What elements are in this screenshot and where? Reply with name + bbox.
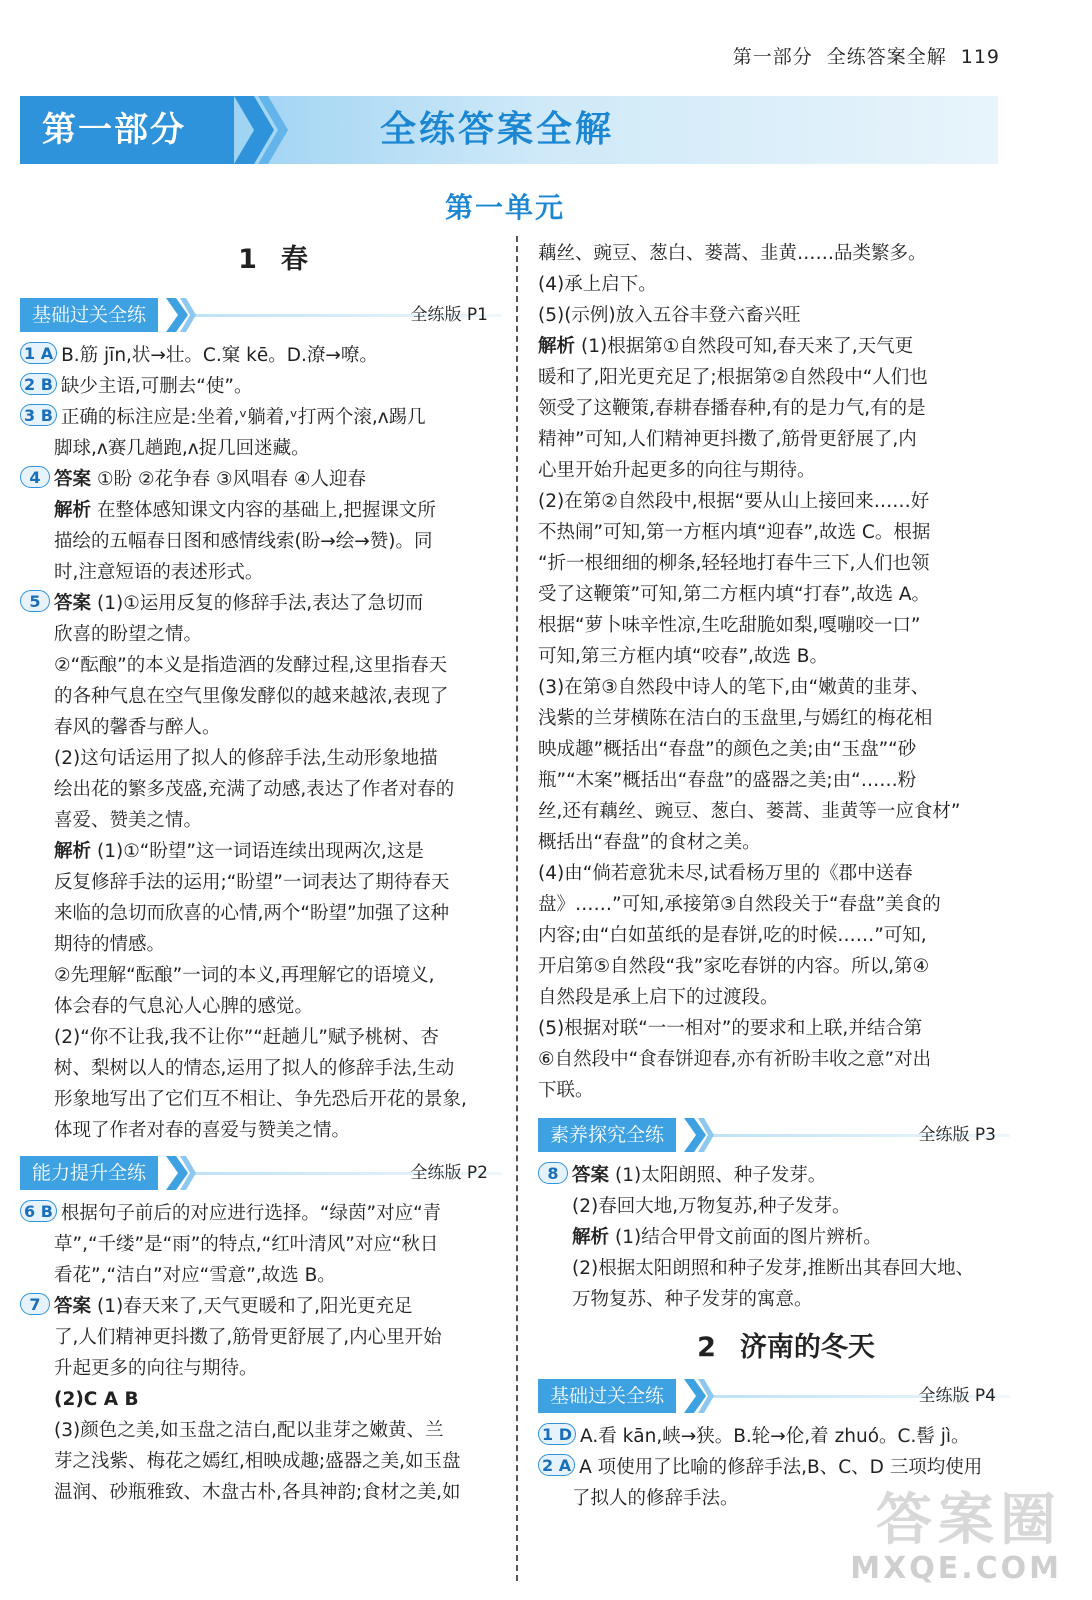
page-number: 119 [960, 46, 1000, 68]
answer-text: (2)C A B [54, 1389, 139, 1410]
running-header [719, 42, 1000, 69]
question-number: 2 A [538, 1454, 575, 1476]
answer-text: ①盼 ②花争春 ③风唱春 ④人迎春 [97, 469, 366, 490]
question-number: 7 [20, 1293, 50, 1315]
lesson-title [20, 238, 502, 294]
analysis-text: 可知,第三方框内填“咬春”,故选 B。 [538, 646, 829, 667]
analysis-text: 丝,还有藕丝、豌豆、葱白、蒌蒿、韭黄等一应食材” [538, 801, 961, 822]
analysis-text: 内容;由“白如茧纸的是春饼,吃的时候……”可知, [538, 925, 927, 946]
section-bar [538, 1118, 1010, 1152]
answer-text: 草”,“千缕”是“雨”的特点,“红叶清风”对应“秋日 [54, 1234, 439, 1255]
analysis-keyword: 解析 [54, 841, 92, 862]
lesson-title [538, 1321, 1010, 1375]
analysis-text: 精神”可知,人们精神更抖擞了,筋骨更舒展了,内 [538, 429, 917, 450]
right-column [538, 238, 1010, 1514]
answer-text: 了,人们精神更抖擞了,筋骨更舒展了,内心里开始 [54, 1327, 442, 1348]
analysis-keyword: 解析 [538, 336, 576, 357]
answer-text: 温润、砂瓶雅致、木盘古朴,各具神韵;食材之美,如 [54, 1482, 461, 1503]
analysis-text: 暖和了,阳光更充足了;根据第②自然段中“人们也 [538, 367, 928, 388]
answer-text: 欣喜的盼望之情。 [54, 624, 203, 645]
analysis-text: 不热闹”可知,第一方框内填“迎春”,故选 C。根据 [538, 522, 931, 543]
analysis-text: 下联。 [538, 1080, 594, 1101]
analysis-text: 心里开始升起更多的向往与期待。 [538, 460, 816, 481]
analysis-text: 在整体感知课文内容的基础上,把握课文所 [97, 500, 436, 521]
analysis-text: 期待的情感。 [54, 934, 166, 955]
version-label: 全练版 P4 [918, 1386, 996, 1406]
question-number: 4 [20, 466, 50, 488]
analysis-text: (2)“你不让我,我不让你”“赶趟儿”赋予桃树、杏 [54, 1027, 439, 1048]
answer-text: A.看 kān,峡→狭。B.轮→伦,着 zhuó。C.髻 jì。 [579, 1426, 970, 1447]
analysis-keyword: 解析 [572, 1227, 610, 1248]
section-tag: 素养探究全练 [538, 1118, 676, 1152]
answer-item [20, 402, 502, 464]
part-banner [20, 96, 998, 164]
lesson-name: 春 [280, 244, 308, 275]
question-number: 6 B [20, 1200, 57, 1222]
chevron-right-icon [684, 1379, 714, 1413]
banner-background [234, 96, 998, 164]
answer-item [20, 1291, 502, 1508]
question-number: 2 B [20, 373, 57, 395]
question-number: 1 A [20, 342, 57, 364]
answer-text: A 项使用了比喻的修辞手法,B、C、D 三项均使用 [579, 1457, 983, 1478]
analysis-text: 体现了作者对春的喜爱与赞美之情。 [54, 1120, 351, 1141]
section-tag: 基础过关全练 [20, 298, 158, 332]
answer-text: 芽之浅紫、梅花之嫣红,相映成趣;盛器之美,如玉盘 [54, 1451, 461, 1472]
answer-text: ②“酝酿”的本义是指造酒的发酵过程,这里指春天 [54, 655, 448, 676]
answer-text: 藕丝、豌豆、葱白、蒌蒿、韭黄……品类繁多。 [538, 243, 927, 264]
answer-item [20, 1198, 502, 1291]
answer-keyword: 答案 [54, 1296, 92, 1317]
analysis-text: 来临的急切而欣喜的心情,两个“盼望”加强了这种 [54, 903, 450, 924]
answer-text: 看花”,“洁白”对应“雪意”,故选 B。 [54, 1265, 336, 1286]
analysis-text: (3)在第③自然段中诗人的笔下,由“嫩黄的韭芽、 [538, 677, 930, 698]
answer-keyword: 答案 [54, 469, 92, 490]
analysis-text: 万物复苏、种子发芽的寓意。 [572, 1289, 813, 1310]
analysis-text: (4)由“倘若意犹未尽,试看杨万里的《郡中送春 [538, 863, 913, 884]
answer-text: (3)颜色之美,如玉盘之洁白,配以韭芽之嫩黄、兰 [54, 1420, 444, 1441]
left-column [20, 238, 502, 1508]
header-title: 全练答案全解 [826, 46, 947, 68]
answer-text: 春风的馨香与醉人。 [54, 717, 221, 738]
answer-item [20, 588, 502, 1146]
analysis-text: 反复修辞手法的运用;“盼望”一词表达了期待春天 [54, 872, 450, 893]
analysis-keyword: 解析 [54, 500, 92, 521]
answer-text: (1)太阳朗照、种子发芽。 [615, 1165, 827, 1186]
question-number: 3 B [20, 404, 57, 426]
section-bar [538, 1379, 1010, 1413]
question-number: 5 [20, 590, 50, 612]
analysis-text: 浅紫的兰芽横陈在洁白的玉盘里,与嫣红的梅花相 [538, 708, 933, 729]
answer-text: (1)①运用反复的修辞手法,表达了急切而 [97, 593, 424, 614]
chevron-right-icon [234, 96, 294, 164]
analysis-text: 瓶”“木案”概括出“春盘”的盛器之美;由“……粉 [538, 770, 917, 791]
header-part: 第一部分 [732, 46, 813, 68]
analysis-text: (1)①“盼望”这一词语连续出现两次,这是 [97, 841, 424, 862]
answer-continuation [538, 238, 1010, 1106]
section-bar [20, 1156, 502, 1190]
analysis-text: 开启第⑤自然段“我”家吃春饼的内容。所以,第④ [538, 956, 930, 977]
section-bar [20, 298, 502, 332]
answer-keyword: 答案 [572, 1165, 610, 1186]
analysis-text: 领受了这鞭策,春耕春播春种,有的是力气,有的是 [538, 398, 926, 419]
version-label: 全练版 P2 [410, 1163, 488, 1183]
chevron-right-icon [166, 1156, 196, 1190]
analysis-text: 树、梨树以人的情态,运用了拟人的修辞手法,生动 [54, 1058, 455, 1079]
analysis-text: ②先理解“酝酿”一词的本义,再理解它的语境义, [54, 965, 435, 986]
analysis-text: (2)在第②自然段中,根据“要从山上接回来……好 [538, 491, 930, 512]
analysis-text: (5)根据对联“一一相对”的要求和上联,并结合第 [538, 1018, 923, 1039]
analysis-text: 映成趣”概括出“春盘”的颜色之美;由“玉盘”“砂 [538, 739, 917, 760]
analysis-text: 根据“萝卜味辛性凉,生吃甜脆如梨,嘎嘣咬一口” [538, 615, 921, 636]
lesson-number: 2 [697, 1332, 716, 1363]
analysis-text: 形象地写出了它们互不相让、争先恐后开花的景象, [54, 1089, 467, 1110]
unit-title: 第一单元 [444, 191, 565, 224]
analysis-text: ⑥自然段中“食春饼迎春,亦有祈盼丰收之意”对出 [538, 1049, 932, 1070]
answer-text: (2)这句话运用了拟人的修辞手法,生动形象地描 [54, 748, 438, 769]
watermark-url: MXQE.COM [850, 1551, 1062, 1586]
analysis-text: (2)根据太阳朗照和种子发芽,推断出其春回大地、 [572, 1258, 975, 1279]
question-number: 8 [538, 1162, 568, 1184]
answer-text: 的各种气息在空气里像发酵似的越来越浓,表现了 [54, 686, 449, 707]
analysis-text: 盘》……”可知,承接第③自然段关于“春盘”美食的 [538, 894, 941, 915]
analysis-text: 自然段是承上启下的过渡段。 [538, 987, 779, 1008]
answer-item [20, 340, 502, 371]
answer-keyword: 答案 [54, 593, 92, 614]
watermark [850, 1488, 1062, 1586]
answer-text: 喜爱、赞美之情。 [54, 810, 203, 831]
answer-item [20, 371, 502, 402]
answer-text: (2)春回大地,万物复苏,种子发芽。 [572, 1196, 851, 1217]
watermark-logo-text: 答案圈 [876, 1488, 1062, 1553]
answer-text: (4)承上启下。 [538, 274, 657, 295]
answer-text: 缺少主语,可删去“使”。 [60, 376, 253, 397]
version-label: 全练版 P3 [918, 1125, 996, 1145]
answer-text: 正确的标注应是:坐着,ᵛ躺着,ᵛ打两个滚,ᴧ踢几 [60, 407, 426, 428]
answer-text: B.筋 jīn,状→壮。C.窠 kē。D.潦→嘹。 [61, 345, 378, 366]
analysis-text: 描绘的五幅春日图和感情线索(盼→绘→赞)。同 [54, 531, 433, 552]
answer-text: (1)春天来了,天气更暖和了,阳光更充足 [97, 1296, 413, 1317]
answer-item [20, 464, 502, 588]
column-divider [516, 236, 518, 1581]
version-label: 全练版 P1 [410, 305, 488, 325]
banner-part-label: 第一部分 [20, 96, 234, 164]
answer-text: 根据句子前后的对应进行选择。“绿茵”对应“青 [60, 1203, 442, 1224]
question-number: 1 D [538, 1423, 576, 1445]
answer-text: 升起更多的向往与期待。 [54, 1358, 258, 1379]
analysis-text: 时,注意短语的表述形式。 [54, 562, 264, 583]
answer-text: (5)(示例)放入五谷丰登六畜兴旺 [538, 305, 801, 326]
analysis-text: 受了这鞭策”可知,第二方框内填“打春”,故选 A。 [538, 584, 931, 605]
lesson-name: 济南的冬天 [739, 1332, 875, 1363]
analysis-text: (1)结合甲骨文前面的图片辨析。 [615, 1227, 882, 1248]
answer-text: 了拟人的修辞手法。 [572, 1488, 739, 1509]
answer-text: 绘出花的繁多茂盛,充满了动感,表达了作者对春的 [54, 779, 455, 800]
analysis-text: (1)根据第①自然段可知,春天来了,天气更 [581, 336, 914, 357]
section-tag: 基础过关全练 [538, 1379, 676, 1413]
answer-item [538, 1160, 1010, 1315]
chevron-right-icon [166, 298, 196, 332]
lesson-number: 1 [238, 244, 257, 275]
analysis-text: 体会春的气息沁人心脾的感觉。 [54, 996, 314, 1017]
answer-text: 脚球,ᴧ赛几趟跑,ᴧ捉几回迷藏。 [54, 438, 310, 459]
chevron-right-icon [684, 1118, 714, 1152]
analysis-text: 概括出“春盘”的食材之美。 [538, 832, 761, 853]
answer-item [538, 1421, 1010, 1452]
analysis-text: “折一根细细的柳条,轻轻地打春牛三下,人们也领 [538, 553, 930, 574]
section-tag: 能力提升全练 [20, 1156, 158, 1190]
banner-title: 全练答案全解 [380, 109, 615, 150]
